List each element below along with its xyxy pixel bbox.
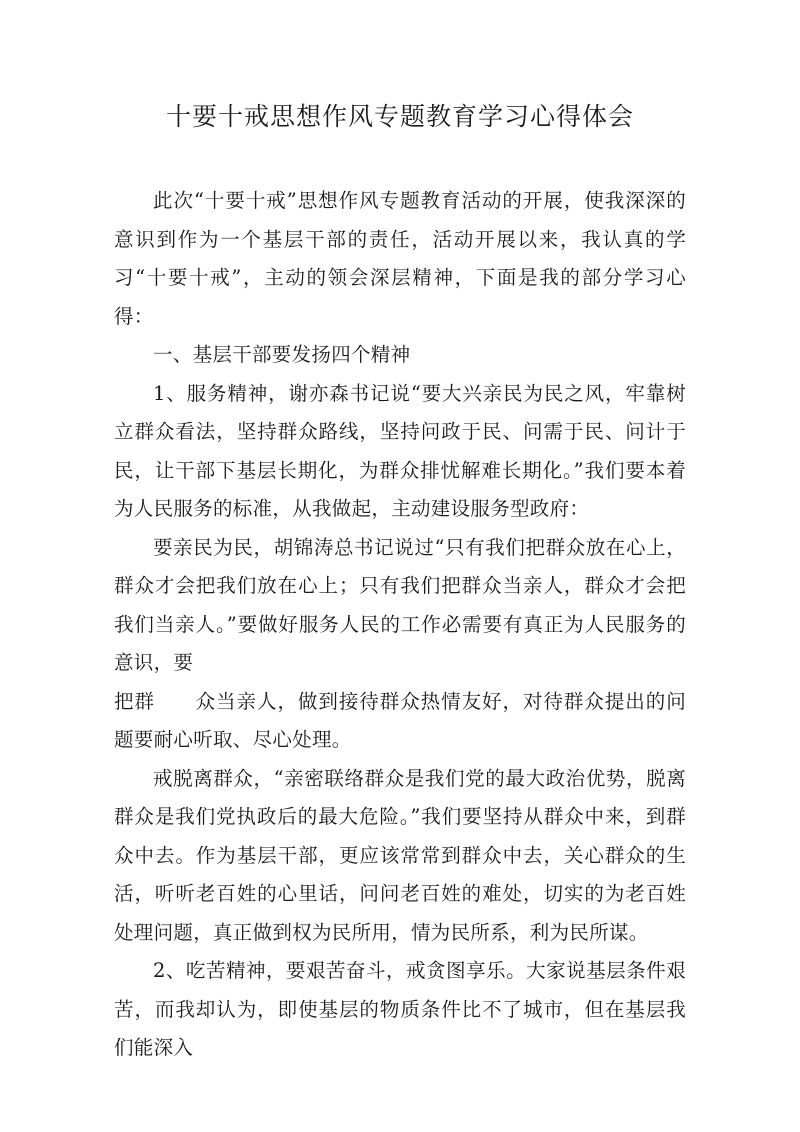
document-title: 十要十戒思想作风专题教育学习心得体会 <box>165 102 634 131</box>
paragraph-service-spirit: 1、服务精神，谢亦森书记说“要大兴亲民为民之风，牢靠树立群众看法，坚持群众路线，坚持问政于民、问需于民、问计于民，让干部下基层长期化，为群众排忧解难长期化。”我们要本着为人民服务的标准，从我做起，主动建设服务型政府： <box>114 381 686 520</box>
paragraph-intro: 此次“十要十戒”思想作风专题教育活动的开展，使我深深的意识到作为一个基层干部的责任，活动开展以来，我认真的学习“十要十戒”，主动的领会深层精神，下面是我的部分学习心得： <box>114 189 686 328</box>
paragraph-close-to-people-text: 要亲民为民，胡锦涛总书记说过“只有我们把群众放在心上，群众才会把我们放在心上；只有我们把群众当亲人，群众才会把我们当亲人。”要做好服务人民的工作必需要有真正为人民服务的意识，要 <box>114 535 686 674</box>
paragraph-hardship-spirit: 2、吃苦精神，要艰苦奋斗，戒贪图享乐。大家说基层条件艰苦，而我却认为，即使基层的物质条件比不了城市，但在基层我们能深入 <box>114 959 686 1059</box>
section-heading-four-spirits: 一、基层干部要发扬四个精神 <box>153 343 411 366</box>
paragraph-split-line <box>114 683 686 760</box>
split-line-left: 把群 <box>114 689 155 713</box>
split-line-right: 众当亲人，做到接待群众热情友好，对待群众提出的问题要耐心听取、尽心处理。 <box>114 689 687 751</box>
document-body <box>114 182 686 1068</box>
paragraph-avoid-detachment: 戒脱离群众，“亲密联络群众是我们党的最大政治优势，脱离群众是我们党执政后的最大危险。”我们要坚持从群众中来，到群众中去。作为基层干部，更应该常常到群众中去，关心群众的生活，听听老百姓的心里话，问问老百姓的难处，切实的为老百姓处理问题，真正做到权为民所用，情为民所系，利为民所谋。 <box>114 766 686 944</box>
paragraph-close-to-people <box>114 529 686 683</box>
